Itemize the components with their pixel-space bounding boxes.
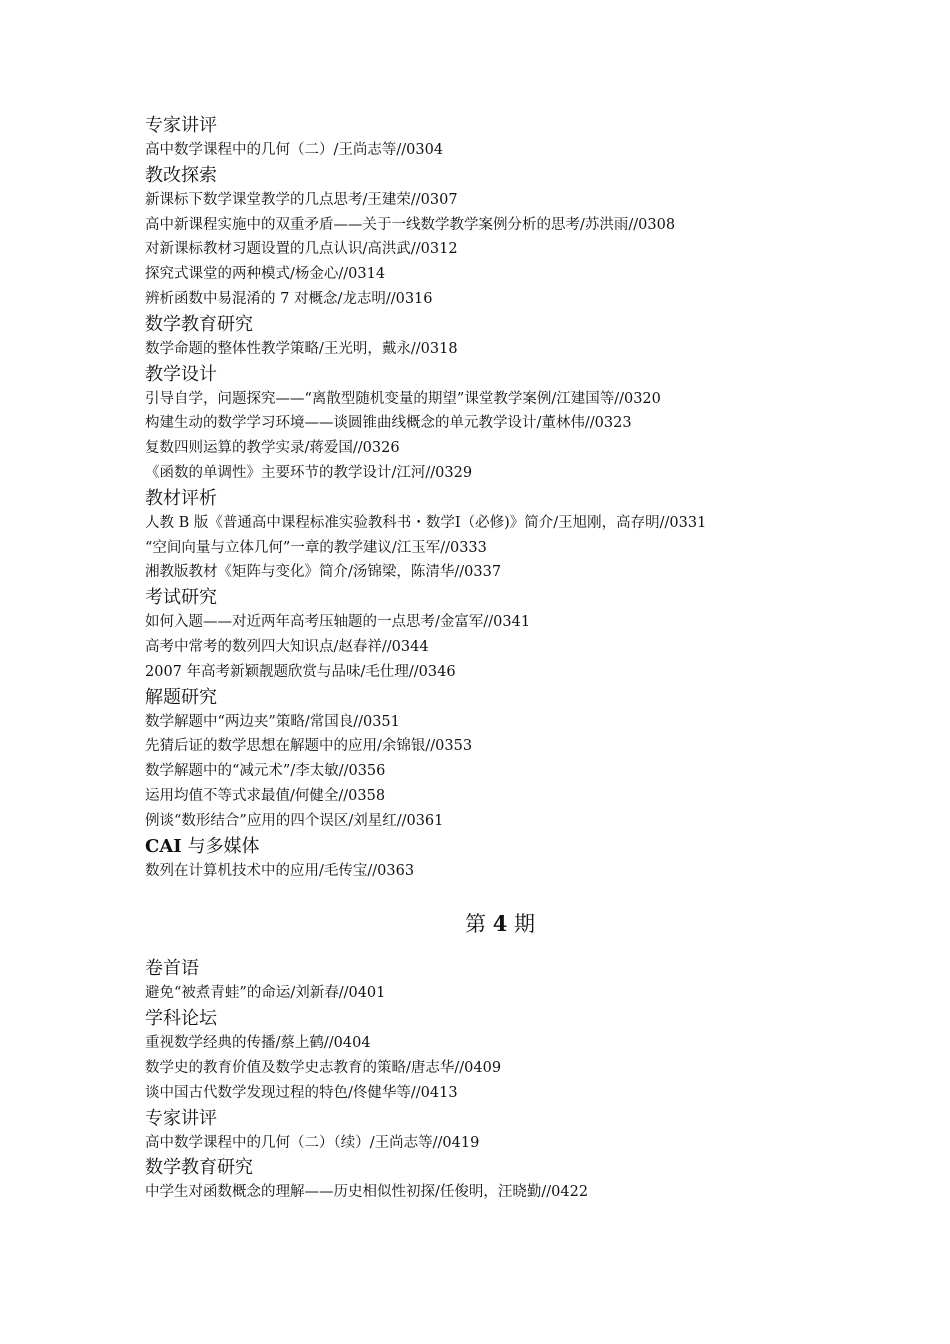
toc-entry: 数列在计算机技术中的应用/毛传宝//0363 [145,862,415,879]
section-title: 卷首语 [145,958,199,980]
toc-section [145,1155,845,1205]
toc-section [145,585,845,684]
toc-entry: 中学生对函数概念的理解——历史相似性初探/任俊明，汪晓勤//0422 [145,1184,589,1201]
toc-section [145,834,845,884]
toc-entry: 例谈“数形结合”应用的四个误区/刘星红//0361 [145,812,444,829]
section-title [145,834,845,859]
section-title-text: 与多媒体 [181,835,260,857]
section-title: 专家讲评 [145,1107,217,1129]
toc-entry: 2007 年高考新颖靓题欣赏与品味/毛仕理//0346 [145,663,456,680]
issue-number: 4 [492,911,508,937]
section-title: 教学设计 [145,363,217,385]
section-title: 教材评析 [145,487,217,509]
section-title: 考试研究 [145,587,217,609]
toc-section [145,1106,845,1156]
toc-entry: 先猜后证的数学思想在解题中的应用/余锦银//0353 [145,738,473,755]
toc-entry: 人教 B 版《普通高中课程标准实验教科书・数学Ⅰ（必修)》简介/王旭刚，高存明//0331 [145,514,707,531]
section-title: 数学教育研究 [145,313,253,335]
toc-entry: 复数四则运算的教学实录/蒋爱国//0326 [145,440,400,457]
toc-entry: 新课标下数学课堂教学的几点思考/王建荣//0307 [145,191,458,208]
section-title: 学科论坛 [145,1008,217,1030]
section-title: 解题研究 [145,686,217,708]
table-of-contents-page [145,113,845,1205]
toc-entry: 数学史的教育价值及数学史志教育的策略/唐志华//0409 [145,1059,502,1076]
toc-section [145,685,845,834]
toc-section [145,956,845,1006]
toc-entry: 探究式课堂的两种模式/杨金心//0314 [145,266,386,283]
toc-entry: 高中新课程实施中的双重矛盾——关于一线数学教学案例分析的思考/苏洪雨//0308 [145,216,676,233]
toc-entry: 引导自学，问题探究——“离散型随机变量的期望”课堂教学案例/江建国等//0320 [145,390,661,407]
section-title: 专家讲评 [145,115,217,136]
toc-entry: 构建生动的数学学习环境——谈圆锥曲线概念的单元教学设计/董林伟//0323 [145,415,632,432]
toc-entry: 《函数的单调性》主要环节的教学设计/江河//0329 [145,464,473,481]
toc-entry: 高中数学课程中的几何（二）（续）/王尚志等//0419 [145,1134,480,1151]
toc-entry: 如何入题——对近两年高考压轴题的一点思考/金富军//0341 [145,614,531,631]
section-title-bold: CAI [145,835,182,857]
toc-entry: 数学命题的整体性教学策略/王光明，戴永//0318 [145,340,458,357]
toc-entry: 高考中常考的数列四大知识点/赵春祥//0344 [145,638,429,655]
issue-suffix: 期 [507,912,535,937]
toc-section [145,113,845,163]
toc-entry: 避免“被煮青蛙”的命运/刘新春//0401 [145,985,386,1002]
toc-section [145,362,845,486]
section-title: 教改探索 [145,164,217,186]
toc-entry: 辨析函数中易混淆的 7 对概念/龙志明//0316 [145,290,433,307]
toc-section [145,312,845,362]
section-title: 数学教育研究 [145,1157,253,1179]
toc-entry: 湘教版教材《矩阵与变化》简介/汤锦梁，陈清华//0337 [145,564,502,581]
toc-entry: 运用均值不等式求最值/何健全//0358 [145,787,386,804]
toc-section [145,486,845,585]
issue-heading [140,909,860,939]
toc-entry: 对新课标教材习题设置的几点认识/高洪武//0312 [145,241,458,258]
toc-entry: 数学解题中的“减元术”/李太敏//0356 [145,763,386,780]
issue-prefix: 第 [465,912,493,937]
toc-entry: 高中数学课程中的几何（二）/王尚志等//0304 [145,142,444,158]
toc-entry: 谈中国古代数学发现过程的特色/佟健华等//0413 [145,1084,458,1101]
toc-entry: “空间向量与立体几何”一章的教学建议/江玉军//0333 [145,539,487,556]
toc-entry: 数学解题中“两边夹”策略/常国良//0351 [145,713,400,730]
toc-section [145,163,845,312]
toc-section [145,1006,845,1105]
toc-entry: 重视数学经典的传播/蔡上鹤//0404 [145,1035,371,1052]
